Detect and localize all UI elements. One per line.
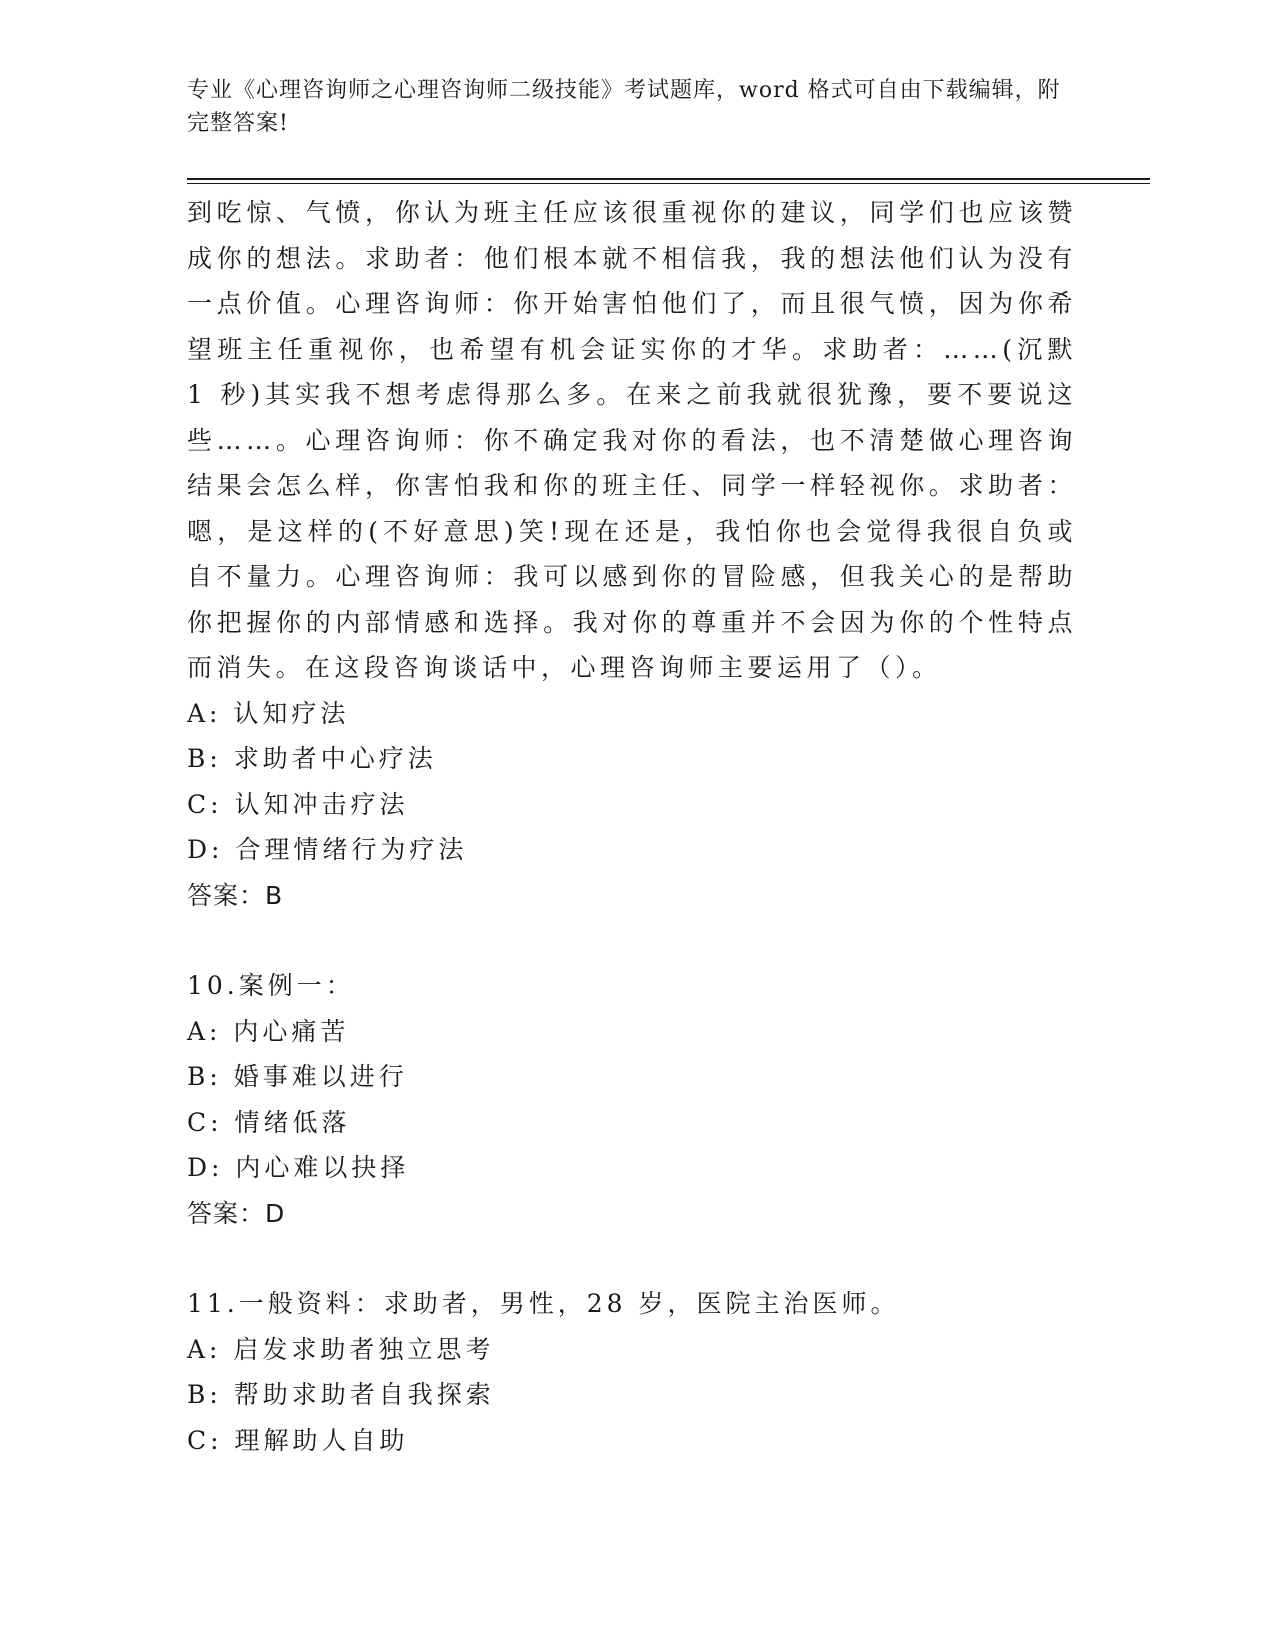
spacer xyxy=(187,918,1077,963)
option-b: B: 求助者中心疗法 xyxy=(187,744,437,773)
option-a: A: 认知疗法 xyxy=(187,698,350,728)
question-title: 11.一般资料：求助者，男性，28 岁，医院主治医师。 xyxy=(187,1289,900,1318)
question-11 xyxy=(187,1281,1077,1463)
option-c: C: 情绪低落 xyxy=(187,1107,351,1137)
option-a: A: 内心痛苦 xyxy=(187,1016,350,1046)
answer-label: 答案：B xyxy=(187,880,284,910)
option-a: A: 启发求助者独立思考 xyxy=(187,1334,495,1364)
header-divider-thin xyxy=(187,183,1150,184)
question-10 xyxy=(187,963,1077,1236)
question-list xyxy=(187,190,1077,1463)
option-c: C: 认知冲击疗法 xyxy=(187,789,409,819)
document-header xyxy=(187,74,1067,140)
header-title: 专业《心理咨询师之心理咨询师二级技能》考试题库，word 格式可自由下载编辑，附完整答案! xyxy=(187,78,1061,136)
header-divider-thick xyxy=(187,178,1150,180)
option-c: C: 理解助人自助 xyxy=(187,1425,409,1455)
spacer xyxy=(187,1236,1077,1281)
question-title: 10.案例一： xyxy=(187,971,355,1000)
question-9 xyxy=(187,190,1077,918)
option-d: D: 合理情绪行为疗法 xyxy=(187,835,468,864)
option-d: D: 内心难以抉择 xyxy=(187,1153,410,1182)
option-b: B: 帮助求助者自我探索 xyxy=(187,1380,495,1409)
option-b: B: 婚事难以进行 xyxy=(187,1062,408,1091)
question-stem: 到吃惊、气愤，你认为班主任应该很重视你的建议，同学们也应该赞成你的想法。求助者：他们根本就不相信我，我的想法他们认为没有一点价值。心理咨询师：你开始害怕他们了，而且很气愤，因为你希望班主任重视你，也希望有机会证实你的才华。求助者：……(沉默 1 秒)其实我不想考虑得那么多。在来之前我就很犹豫，要不要说这些……。心理咨询师：你不确定我对你的看法，也不清楚做心理咨询结果会怎么样，你害怕我和你的班主任、同学一样轻视你。求助者：嗯，是这样的(不好意思)笑!现在还是，我怕你也会觉得我很自负或自不量力。心理咨询师：我可以感到你的冒险感，但我关心的是帮助你把握你的内部情感和选择。我对你的尊重并不会因为你的个性特点而消失。在这段咨询谈话中，心理咨询师主要运用了（）。 xyxy=(187,198,1077,682)
answer-label: 答案：D xyxy=(187,1198,286,1228)
